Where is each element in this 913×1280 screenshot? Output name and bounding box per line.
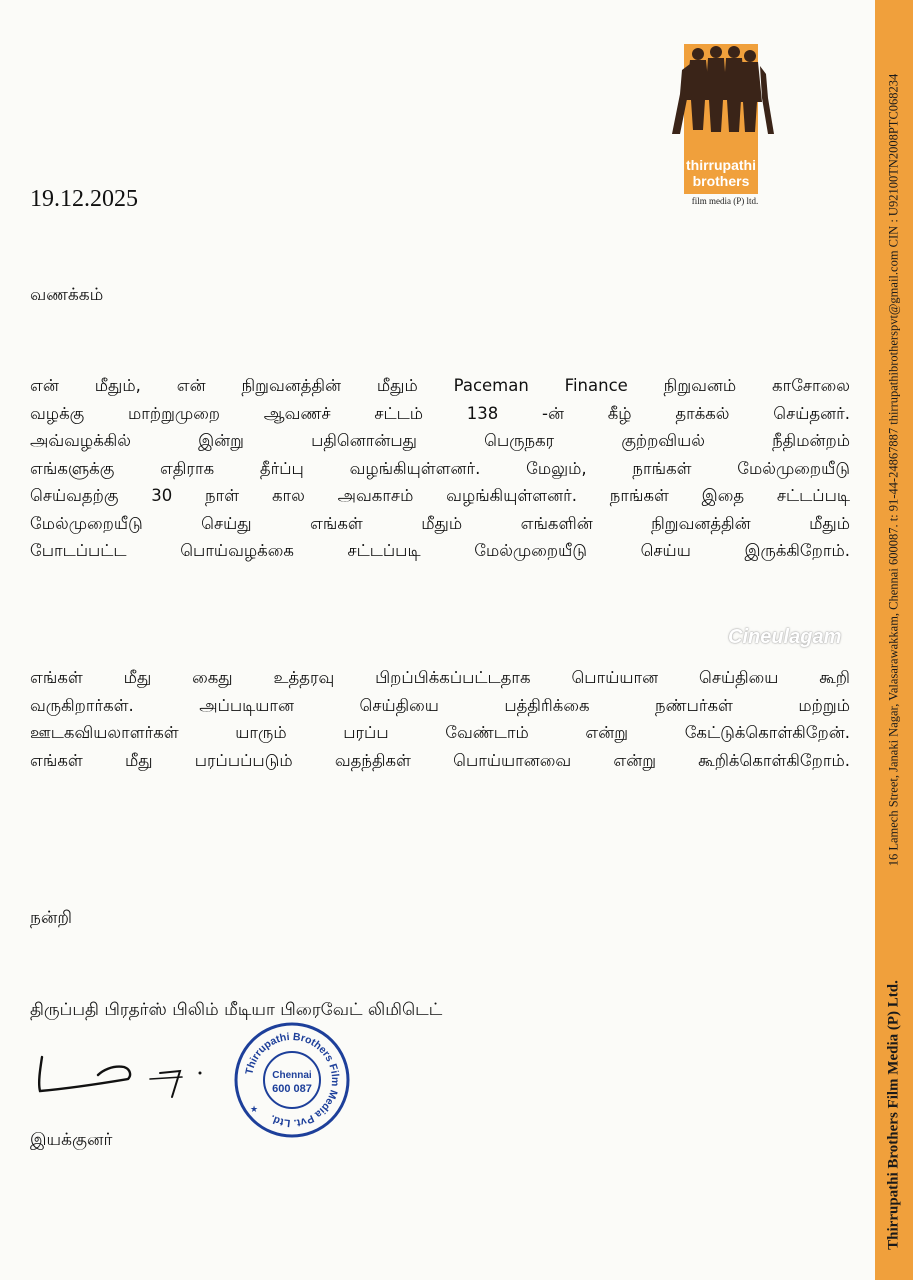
paragraph-line: எங்கள் மீது கைது உத்தரவு பிறப்பிக்கப்பட்டதாக பொய்யான செய்தியை கூறி <box>30 668 850 687</box>
paragraph-line: ஊடகவியலாளர்கள் யாரும் பரப்ப வேண்டாம் என்று கேட்டுக்கொள்கிறேன். <box>30 723 850 742</box>
logo-word-brothers: brothers <box>692 173 750 189</box>
logo-tagline: film media (P) ltd. <box>691 196 759 206</box>
paragraph-line: வருகிறார்கள். அப்படியான செய்தியை பத்திரிக்கை நண்பர்கள் மற்றும் <box>30 695 850 715</box>
paragraph-line: வழக்கு மாற்றுமுறை ஆவணச் சட்டம் 138 -ன் கீழ் தாக்கல் செய்தனர். <box>30 403 850 423</box>
paragraph-line: எங்களுக்கு எதிராக தீர்ப்பு வழங்கியுள்ளனர். மேலும், நாங்கள் மேல்முறையீடு <box>30 458 850 478</box>
logo-word-thirrupathi: thirrupathi <box>686 157 756 173</box>
seal-star-icon: ★ <box>250 1105 259 1115</box>
paragraph-line: எங்கள் மீது பரப்பப்படும் வதந்திகள் பொய்யானவை என்று கூறிக்கொள்கிறோம். <box>30 750 850 770</box>
closing-thanks: நன்றி <box>30 908 73 928</box>
side-strip <box>875 0 913 1280</box>
people-silhouette-icon <box>660 40 778 165</box>
seal-ring-text: Thirrupathi Brothers Film Media Pvt. Ltd. <box>243 1030 342 1130</box>
company-contact-details: 16 Lamech Street, Janaki Nagar, Valasarawakkam, Chennai 600087. t: 91-44-24867887 thirrupathibrotherspvt@gmail.com CIN : U92100TN2008PTC068234 <box>886 73 901 867</box>
watermark: Cineulagam <box>728 626 842 648</box>
designation: இயக்குனர் <box>30 1130 113 1150</box>
letter-date: 19.12.2025 <box>30 186 138 212</box>
paragraph-line: மேல்முறையீடு செய்து எங்கள் மீதும் எங்களின் நிறுவனத்தின் மீதும் <box>30 513 850 533</box>
seal-pin: 600 087 <box>272 1083 312 1095</box>
side-strip-company-name: Thirrupathi Brothers Film Media (P) Ltd. <box>885 980 902 1250</box>
paragraph-2 <box>30 664 850 774</box>
paragraph-line: போடப்பட்ட பொய்வழக்கை சட்டப்படி மேல்முறையீடு செய்ய இருக்கிறோம். <box>30 541 850 560</box>
signature-icon <box>32 1045 212 1105</box>
company-name: திருப்பதி பிரதர்ஸ் பிலிம் மீடியா பிரைவேட் லிமிடெட் <box>30 1000 443 1020</box>
paragraph-line: அவ்வழக்கில் இன்று பதினொன்பது பெருநகர குற்றவியல் நீதிமன்றம் <box>30 431 850 450</box>
seal-city: Chennai <box>272 1070 312 1081</box>
company-logo <box>660 40 778 210</box>
paragraph-line: செய்வதற்கு 30 நாள் கால அவகாசம் வழங்கியுள்ளனர். நாங்கள் இதை சட்டப்படி <box>30 486 850 505</box>
greeting: வணக்கம் <box>30 285 104 305</box>
paragraph-1 <box>30 372 850 565</box>
paragraph-line: என் மீதும், என் நிறுவனத்தின் மீதும் Paceman Finance நிறுவனம் காசோலை <box>30 376 850 395</box>
company-seal-icon <box>232 1020 352 1140</box>
